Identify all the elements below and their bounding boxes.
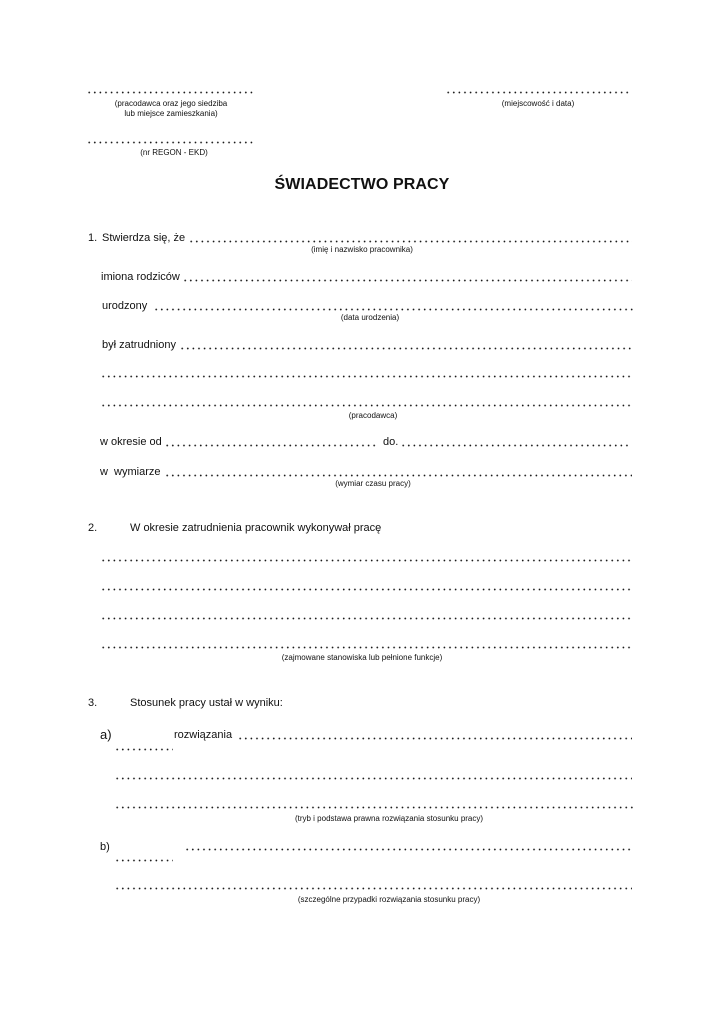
parents-label: imiona rodziców <box>101 271 180 283</box>
item-b-caption: (szczególne przypadki rozwiązania stosunku pracy) <box>297 895 481 904</box>
scope-caption: (wymiar czasu pracy) <box>335 479 411 488</box>
born-caption: (data urodzenia) <box>340 313 400 322</box>
section-2-number: 2. <box>88 522 98 534</box>
regon-fill-line <box>88 141 254 144</box>
period-from-fill-line <box>166 444 378 447</box>
positions-fill-line-2 <box>102 588 632 591</box>
section-3-intro: Stosunek pracy ustał w wyniku: <box>130 697 283 709</box>
document-title: ŚWIADECTWO PRACY <box>274 176 450 193</box>
item-a-fill-line-1-continued <box>116 748 173 751</box>
born-fill-line <box>155 308 636 311</box>
positions-fill-line-3 <box>102 617 632 620</box>
positions-fill-line-1 <box>102 559 632 562</box>
place-date-caption: (miejscowość i data) <box>501 99 575 108</box>
section-1-number: 1. <box>88 232 98 244</box>
item-a-marker: a) <box>100 727 112 742</box>
item-a-label: rozwiązania <box>174 729 233 741</box>
period-to-fill-line <box>402 444 628 447</box>
employer-caption-line-2: lub miejsce zamieszkania) <box>124 109 218 118</box>
item-b-fill-line-2 <box>116 887 632 890</box>
employee-name-caption: (imię i nazwisko pracownika) <box>311 245 413 254</box>
item-b-fill-line-1 <box>186 848 632 851</box>
employer-name-fill-line-2 <box>102 375 632 378</box>
employer-fill-line <box>88 91 254 94</box>
employer-name-fill-line-3 <box>102 404 632 407</box>
employer-name-caption: (pracodawca) <box>348 411 398 420</box>
regon-caption: (nr REGON - EKD) <box>140 148 208 157</box>
item-b-marker: b) <box>100 841 110 853</box>
item-a-fill-line-1 <box>239 737 632 740</box>
place-date-fill-line <box>447 91 629 94</box>
item-a-fill-line-2 <box>116 777 632 780</box>
item-a-caption: (tryb i podstawa prawna rozwiązania stosunku pracy) <box>294 814 484 823</box>
scope-label: w wymiarze <box>100 466 161 478</box>
positions-caption: (zajmowane stanowiska lub pełnione funkcje) <box>281 653 443 662</box>
section-3-number: 3. <box>88 697 98 709</box>
item-a-fill-line-3 <box>116 806 636 809</box>
period-from-label: w okresie od <box>100 436 162 448</box>
item-b-fill-line-1-continued <box>116 859 173 862</box>
section-2-intro: W okresie zatrudnienia pracownik wykonywał pracę <box>130 522 382 534</box>
section-1-intro: Stwierdza się, że <box>102 232 186 244</box>
employer-name-fill-line-1 <box>181 347 632 350</box>
positions-fill-line-4 <box>102 646 632 649</box>
employer-caption-line-1: (pracodawca oraz jego siedziba <box>114 99 228 108</box>
parents-fill-line <box>184 279 632 282</box>
born-label: urodzony <box>102 300 148 312</box>
period-to-label: do. <box>383 436 399 448</box>
employed-label: był zatrudniony <box>102 339 176 351</box>
scope-fill-line <box>166 474 632 477</box>
employee-name-fill-line <box>190 240 632 243</box>
